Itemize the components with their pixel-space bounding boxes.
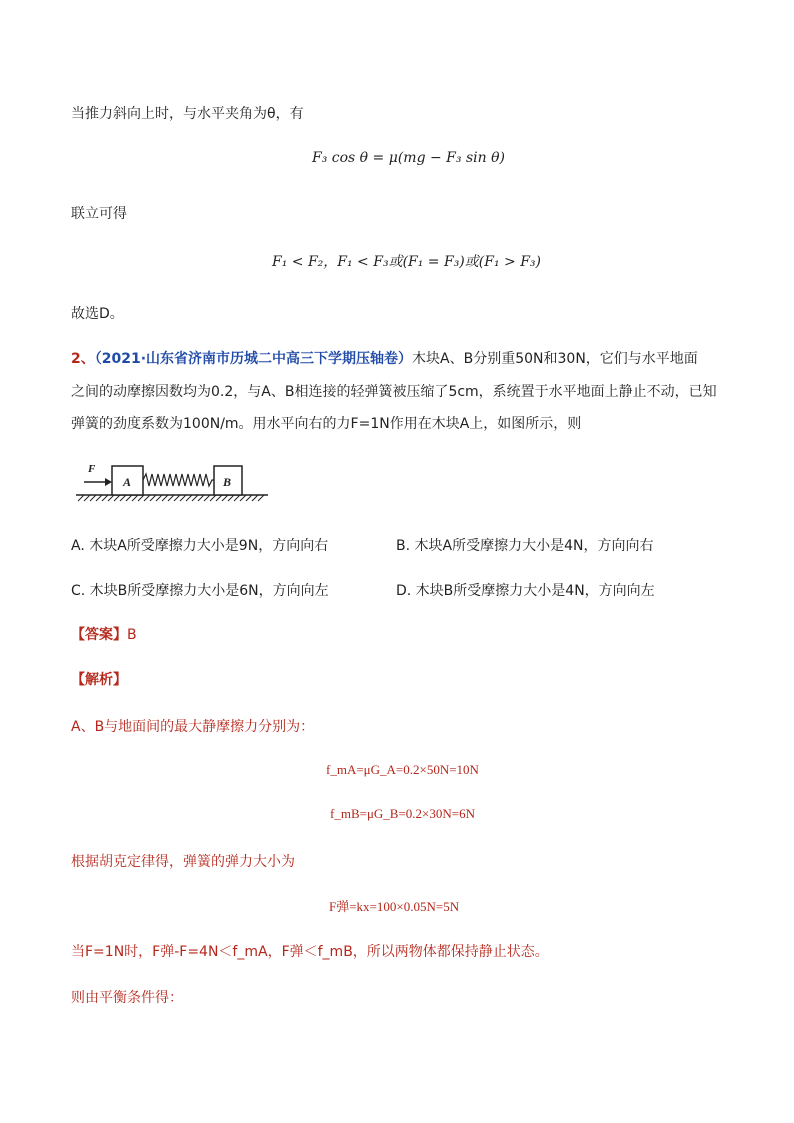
analysis-label: 【解析】 (71, 672, 127, 688)
option-c[interactable]: C. 木块B所受摩擦力大小是6N，方向向左 (71, 583, 329, 599)
force-arrow-head (105, 478, 112, 486)
answer-label: 【答案】 (71, 627, 127, 643)
question-line-1 (71, 348, 698, 368)
text-line-choose-d: 故选D。 (71, 306, 124, 322)
answer-line (71, 624, 137, 644)
equation-spring-force: F弹=kx=100×0.05N=5N (329, 899, 460, 914)
text-line-combine: 联立可得 (71, 206, 127, 222)
question-line-2: 之间的动摩擦因数均为0.2，与A、B相连接的轻弹簧被压缩了5cm，系统置于水平地面上静止不动，已知 (71, 384, 717, 400)
ground-hatching (78, 495, 264, 501)
analysis-line-1: A、B与地面间的最大静摩擦力分别为： (71, 719, 315, 735)
equation-max-friction-a: f_mA=μG_A=0.2×50N=10N (326, 762, 479, 777)
option-a[interactable]: A. 木块A所受摩擦力大小是9N，方向向右 (71, 538, 329, 554)
analysis-line-2: 根据胡克定律得，弹簧的弹力大小为 (71, 854, 295, 870)
block-a-label: A (123, 475, 132, 489)
force-label: F (88, 463, 96, 475)
figure-blocks-spring (76, 458, 270, 506)
question-text-1: 木块A、B分别重50N和30N，它们与水平地面 (412, 351, 698, 367)
answer-value: B (127, 627, 137, 643)
question-number: 2、 (71, 351, 95, 367)
equation-comparison: F₁ < F₂，F₁ < F₃或(F₁ = F₃)或(F₁ > F₃) (272, 254, 541, 270)
text-line-push-upward: 当推力斜向上时，与水平夹角为θ，有 (71, 106, 304, 122)
block-b-label: B (223, 475, 232, 489)
question-source: （2021·山东省济南市历城二中高三下学期压轴卷） (94, 351, 413, 367)
spring (143, 474, 214, 486)
question-line-3: 弹簧的劲度系数为100N/m。用水平向右的力F=1N作用在木块A上，如图所示，则 (71, 416, 582, 432)
equation-force-balance: F₃ cos θ = μ(mg − F₃ sin θ) (312, 150, 505, 166)
option-b[interactable]: B. 木块A所受摩擦力大小是4N，方向向右 (396, 538, 654, 554)
option-d[interactable]: D. 木块B所受摩擦力大小是4N，方向向左 (396, 583, 655, 599)
equation-max-friction-b: f_mB=μG_B=0.2×30N=6N (330, 806, 475, 821)
analysis-line-3: 当F=1N时，F弹-F=4N＜f_mA，F弹＜f_mB，所以两物体都保持静止状态。 (71, 944, 549, 960)
analysis-line-4: 则由平衡条件得： (71, 990, 183, 1006)
